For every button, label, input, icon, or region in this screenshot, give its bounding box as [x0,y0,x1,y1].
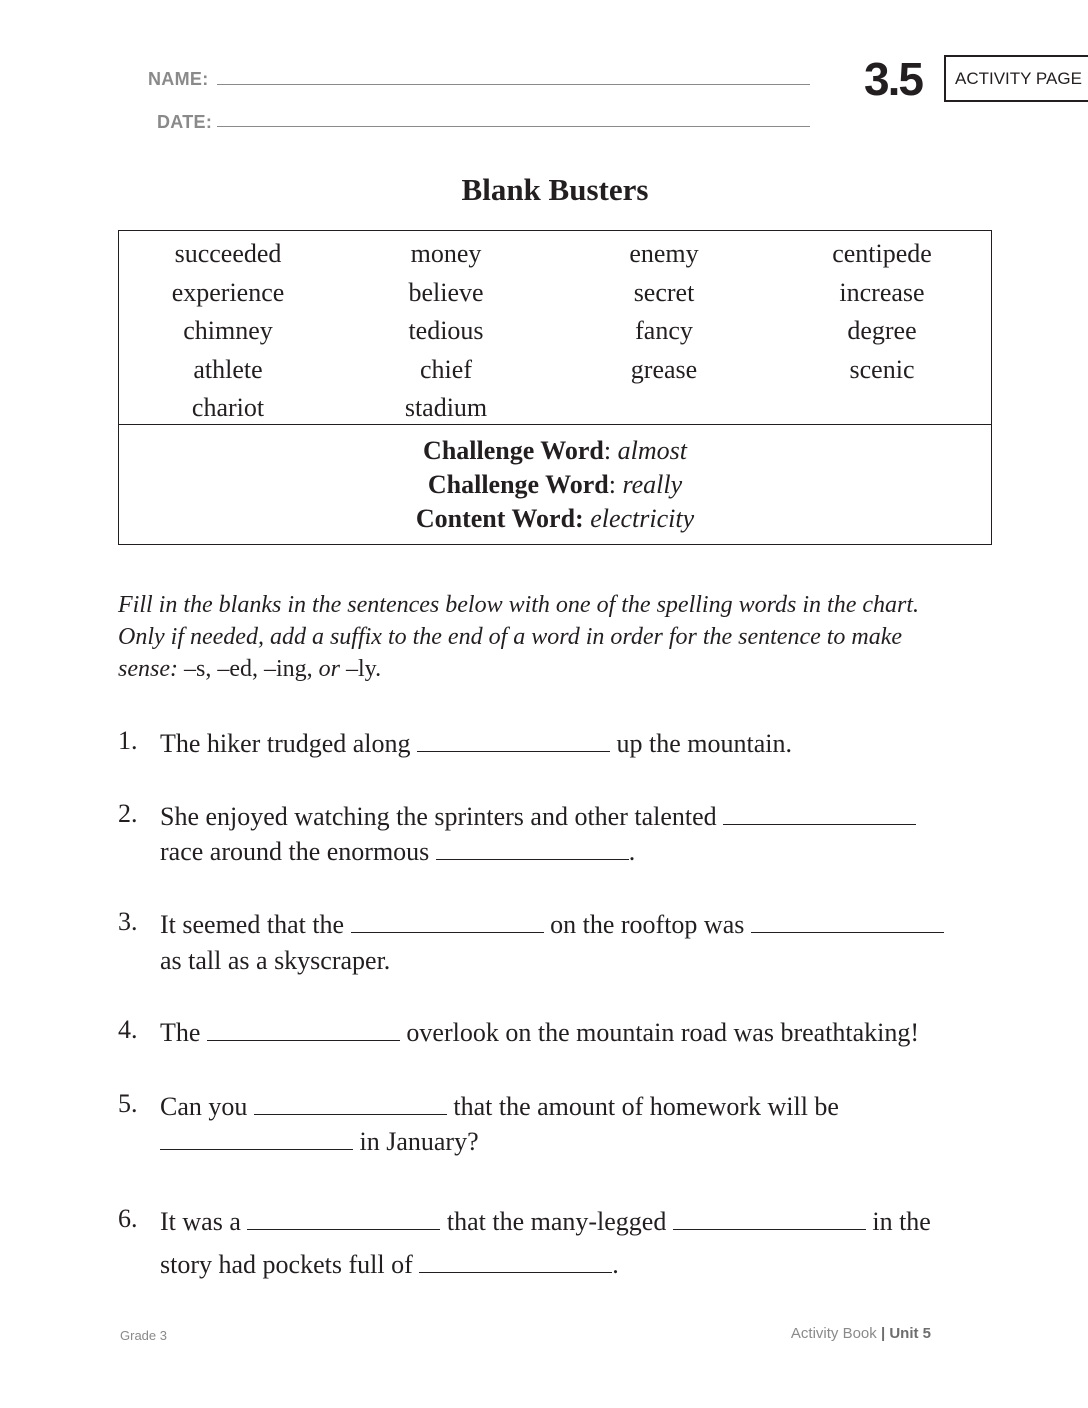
spelling-word: chief [420,354,472,384]
footer-separator: | [876,1325,890,1342]
challenge-word-1-value: almost [617,436,687,465]
challenge-word-2: Challenge Word: really [427,470,683,499]
spelling-word: succeeded [174,239,282,268]
question-text: as tall as a skyscraper. [160,946,391,975]
spelling-word: fancy [635,316,693,345]
empty-word-cell [773,389,991,428]
question-text: She enjoyed watching the sprinters and other talented [160,802,724,831]
answer-blank[interactable] [351,910,544,933]
question-line [160,1247,619,1283]
question-number: 3. [118,907,138,936]
question-text: . [628,837,636,866]
spelling-word: chimney [183,316,273,345]
question-text: in January? [353,1127,479,1156]
lesson-number: 3.5 [864,53,922,105]
question-line [160,1015,919,1051]
question-number: 4. [118,1015,138,1044]
answer-blank[interactable] [160,1127,353,1150]
question-line [160,1089,839,1125]
instructions-last-suffix: –ly. [340,656,382,682]
content-word-label: Content Word: [415,504,584,533]
name-label: NAME: [148,69,209,89]
question-line [160,834,635,870]
challenge-word-2-value: really [622,470,683,499]
question-text: race around the enormous [160,837,436,866]
challenge-word-1-label: Challenge Word [423,436,604,465]
challenge-word-2-label: Challenge Word [427,470,609,499]
answer-blank[interactable] [436,837,629,860]
footer-unit: Unit 5 [889,1325,931,1342]
challenge-word-1: Challenge Word: almost [423,436,687,465]
question-text: up the mountain. [610,729,793,758]
spelling-word: athlete [193,354,263,384]
spelling-word: degree [847,316,917,345]
spelling-word: chariot [191,393,265,422]
date-field-line[interactable] [217,126,810,127]
answer-blank[interactable] [673,1207,866,1230]
spelling-word: believe [408,277,484,307]
answer-blank[interactable] [254,1092,447,1115]
answer-blank[interactable] [417,729,610,752]
spelling-word: money [410,239,482,268]
instructions-suffixes: –s, –ed, –ing, [177,656,319,682]
spelling-word: experience [171,277,285,307]
question-line [160,943,390,979]
question-text: story had pockets full of [160,1250,420,1279]
question-number: 5. [118,1089,138,1118]
activity-page-label: ACTIVITY PAGE [955,68,1082,88]
spelling-word: stadium [404,393,488,422]
answer-blank[interactable] [247,1207,440,1230]
answer-blank[interactable] [723,802,916,825]
empty-word-cell [555,389,773,428]
question-text: that the amount of homework will be [446,1092,839,1121]
content-word-value: electricity [590,504,695,533]
question-text: It was a [160,1207,248,1236]
answer-blank[interactable] [751,910,944,933]
question-text: that the many-legged [440,1207,673,1236]
footer-book-unit [791,1325,931,1342]
question-text: It seemed that the [160,910,351,939]
spelling-word: scenic [849,354,915,384]
content-word [119,502,991,536]
question-number: 6. [118,1204,138,1233]
question-text: in the [865,1207,931,1236]
spelling-word-grid [119,235,991,428]
question-text: The hiker trudged along [160,729,418,758]
answer-blank[interactable] [207,1018,400,1041]
spelling-word: grease [630,354,698,384]
question-text: . [612,1250,619,1279]
question-line [160,907,944,943]
answer-blank[interactable] [419,1250,612,1273]
question-text: overlook on the mountain road was breathtaking! [399,1018,920,1047]
question-text: The [160,1018,207,1047]
question-text: Can you [160,1092,254,1121]
question-text: on the rooftop was [543,910,751,939]
activity-page-box [944,55,1088,102]
page-title: Blank Busters [461,172,649,207]
instructions-or: or [318,656,340,682]
spelling-word-box [118,230,992,545]
footer-grade: Grade 3 [120,1328,167,1343]
date-label: DATE: [157,112,213,132]
spelling-word: secret [633,277,695,307]
spelling-word: tedious [408,316,484,345]
question-line [160,1124,479,1160]
spelling-word: centipede [832,239,932,268]
question-number: 2. [118,799,138,828]
spelling-word: enemy [629,239,699,268]
instructions [118,589,968,685]
question-line [160,1204,931,1240]
instructions-text: Fill in the blanks in the sentences below with one of the spelling words in the chart. Only if needed, add a suffix to the end of a word in order for the sentence to make sense: [118,592,920,682]
question-line [160,799,916,835]
footer-book: Activity Book [790,1325,877,1342]
challenge-section [119,434,991,536]
question-number: 1. [118,726,138,755]
name-field-line[interactable] [217,84,810,85]
spelling-word: increase [839,277,925,307]
word-box-divider [119,424,991,425]
question-line [160,726,792,762]
